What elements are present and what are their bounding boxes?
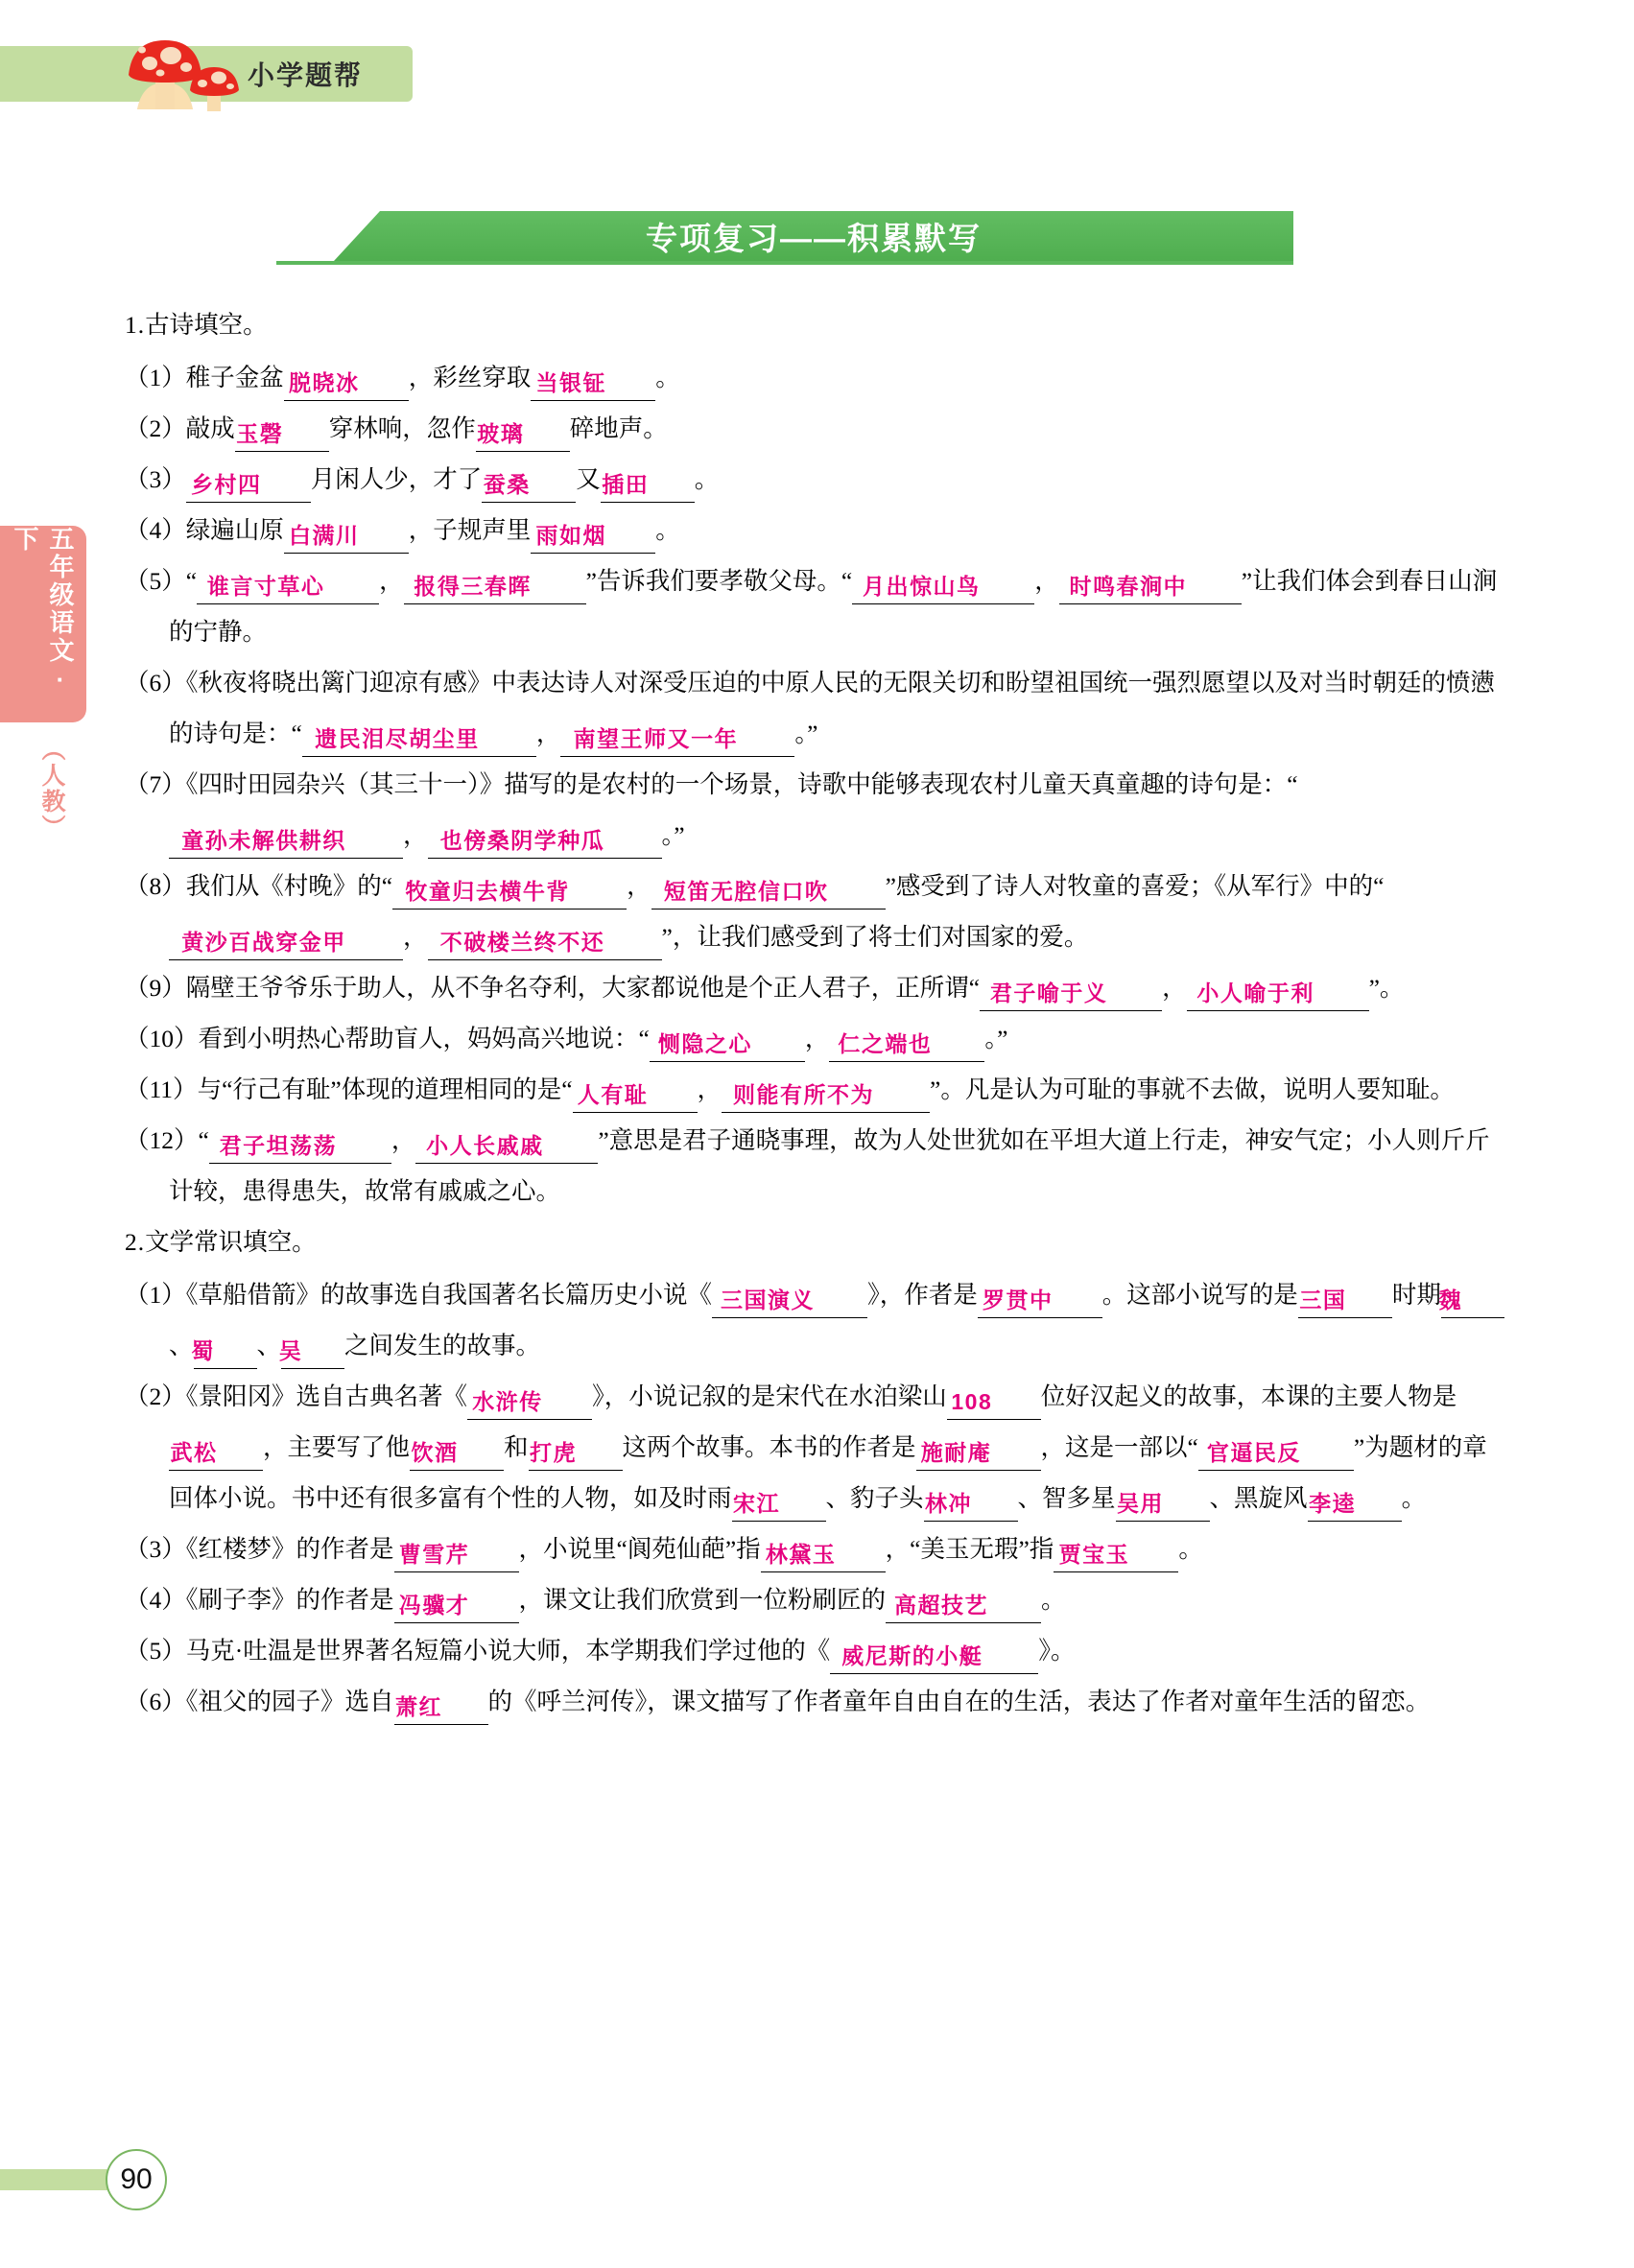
- question-label: （5）: [125, 567, 186, 595]
- answer-blank[interactable]: 三国演义: [712, 1283, 867, 1318]
- question-text: ，: [535, 720, 561, 747]
- question-text: 看到小明热心帮助盲人，妈妈高兴地说：“: [198, 1025, 650, 1052]
- question-text: 、黑旋风: [1209, 1484, 1308, 1512]
- question-label: （9）: [125, 974, 186, 1002]
- answer-blank[interactable]: 玻璃: [476, 416, 570, 452]
- answer-blank[interactable]: 恻隐之心: [650, 1027, 805, 1062]
- question-text: 的《呼兰河传》，课文描写了作者童年自由自在的生活，表达了作者对童年生活的留恋。: [487, 1688, 1431, 1715]
- question-item: [125, 1574, 1506, 1625]
- question-text: ，小说里“阆苑仙葩”指: [518, 1535, 761, 1563]
- question-text: ，这是一部以“: [1040, 1433, 1198, 1461]
- answer-blank[interactable]: 打虎: [529, 1435, 623, 1471]
- question-text: “: [198, 1126, 209, 1154]
- question-item: [125, 1371, 1506, 1524]
- answer-blank[interactable]: 三国: [1298, 1283, 1392, 1318]
- question-text: 《秋夜将晓出篱门迎凉有感》中表达诗人对深受压迫的中原人民的无限关切和盼望祖国统一强烈愿望以及对当时朝廷的愤懑的诗句是：“: [169, 669, 1496, 747]
- question-label: （3）: [125, 465, 186, 493]
- question-text: 绿遍山原: [185, 516, 284, 544]
- question-text: ，: [403, 923, 428, 951]
- question-label: （3）: [125, 1535, 186, 1563]
- question-text: 。: [1401, 1484, 1427, 1512]
- answer-blank[interactable]: 南望王师又一年: [560, 721, 794, 757]
- question-text: ，: [379, 567, 404, 595]
- answer-blank[interactable]: 玉磬: [235, 416, 329, 452]
- question-text: “: [185, 567, 198, 595]
- question-text: 。: [1041, 1586, 1066, 1614]
- question-label: （10）: [125, 1025, 199, 1052]
- question-text: 。”: [661, 821, 685, 849]
- question-text: 又: [576, 465, 601, 493]
- answer-blank[interactable]: 李逵: [1308, 1486, 1402, 1522]
- question-text: ，主要写了他: [263, 1433, 411, 1461]
- question-text: 穿林响，忽作: [328, 414, 476, 442]
- answer-blank[interactable]: 时鸣春涧中: [1059, 569, 1242, 604]
- question-text: 《四时田园杂兴（其三十一）》描写的是农村的一个场景，诗歌中能够表现农村儿童天真童趣的诗句是：“: [185, 770, 1298, 798]
- question-text: ”让我们体会到春日山涧的宁静。: [169, 567, 1498, 646]
- question-text: ”感受到了诗人对牧童的喜爱；《从军行》中的“: [885, 872, 1385, 900]
- question-text: ，彩丝穿取: [408, 364, 532, 391]
- question-label: （5）: [125, 1637, 186, 1665]
- question-label: （7）: [125, 770, 186, 798]
- question-label: （2）: [125, 1382, 186, 1410]
- answer-blank[interactable]: 吴用: [1116, 1486, 1210, 1522]
- answer-blank[interactable]: 谁言寸草心: [197, 569, 379, 604]
- question-text: 、: [256, 1332, 282, 1359]
- answer-blank[interactable]: 施耐庵: [916, 1435, 1041, 1471]
- question-text: 。”: [794, 720, 818, 747]
- question-item: [125, 454, 1506, 505]
- question-label: （6）: [125, 669, 186, 697]
- question-text: 《草船借箭》的故事选自我国著名长篇历史小说《: [185, 1281, 713, 1309]
- answer-blank[interactable]: 吴: [281, 1334, 344, 1369]
- question-text: 隔壁王爷爷乐于助人，从不争名夺利，大家都说他是个正人君子，正所谓“: [185, 974, 981, 1002]
- answer-blank[interactable]: 蜀: [194, 1334, 257, 1369]
- answer-blank[interactable]: 高超技艺: [886, 1588, 1041, 1623]
- page-number: 90: [106, 2149, 167, 2210]
- question-item: [125, 759, 1506, 861]
- question-item: [125, 352, 1506, 403]
- question-text: 马克·吐温是世界著名短篇小说大师，本学期我们学过他的《: [185, 1637, 831, 1665]
- side-tab-label: 五年级语文·下: [11, 526, 75, 697]
- question-text: 》，小说记叙的是宋代在水泊梁山: [592, 1382, 947, 1410]
- question-text: 与“行己有耻”体现的道理相同的是“: [197, 1075, 573, 1103]
- question-text: 《祖父的园子》选自: [185, 1688, 394, 1715]
- question-item: [125, 657, 1506, 759]
- question-label: （2）: [125, 414, 186, 442]
- question-item: [125, 861, 1506, 962]
- question-text: ，: [697, 1075, 722, 1103]
- answer-blank[interactable]: 108: [947, 1384, 1041, 1420]
- side-tab-publisher: （人教）: [38, 737, 65, 840]
- answer-blank[interactable]: 林黛玉: [761, 1537, 886, 1572]
- question-text: 》，作者是: [867, 1281, 978, 1309]
- question-text: 稚子金盆: [185, 364, 284, 391]
- question-text: 我们从《村晚》的“: [185, 872, 393, 900]
- answer-blank[interactable]: 君子喻于义: [980, 976, 1162, 1011]
- question-text: 、智多星: [1017, 1484, 1116, 1512]
- answer-blank[interactable]: 小人喻于利: [1187, 976, 1369, 1011]
- question-item: [125, 1625, 1506, 1676]
- answer-blank[interactable]: 遗民泪尽胡尘里: [302, 721, 536, 757]
- answer-blank[interactable]: 宋江: [732, 1486, 826, 1522]
- banner-underline: [276, 261, 1293, 265]
- question-text: 时期: [1391, 1281, 1441, 1309]
- question-label: （11）: [125, 1075, 198, 1103]
- section-heading: [125, 299, 1506, 350]
- question-label: （12）: [125, 1126, 199, 1154]
- answer-blank[interactable]: 乡村四: [186, 467, 311, 503]
- answer-blank[interactable]: 官逼民反: [1198, 1435, 1354, 1471]
- answer-blank[interactable]: 白满川: [284, 518, 409, 554]
- answer-blank[interactable]: 报得三春晖: [404, 569, 586, 604]
- answer-blank[interactable]: 短笛无腔信口吹: [651, 874, 886, 910]
- question-text: ”。凡是认为可耻的事就不去做，说明人要知耻。: [930, 1075, 1455, 1103]
- answer-blank[interactable]: 月出惊山鸟: [852, 569, 1034, 604]
- question-item: [125, 1269, 1506, 1371]
- question-text: 碎地声。: [569, 414, 668, 442]
- question-label: （6）: [125, 1688, 186, 1715]
- question-item: [125, 505, 1506, 555]
- section-banner: [276, 211, 1293, 269]
- section-number: 1.: [125, 311, 146, 339]
- question-item: [125, 962, 1506, 1013]
- answer-blank[interactable]: 冯骥才: [394, 1588, 519, 1623]
- question-text: 。: [655, 364, 680, 391]
- answer-blank[interactable]: 蚕桑: [482, 467, 576, 503]
- question-text: ，: [403, 821, 428, 849]
- question-text: ，“美玉无瑕”指: [885, 1535, 1054, 1563]
- question-text: ”告诉我们要孝敬父母。“: [585, 567, 853, 595]
- answer-blank[interactable]: 水浒传: [467, 1384, 592, 1420]
- answer-blank[interactable]: 也傍桑阴学种瓜: [428, 823, 662, 859]
- answer-blank[interactable]: 贾宝玉: [1054, 1537, 1178, 1572]
- answer-blank[interactable]: 则能有所不为: [722, 1077, 930, 1113]
- question-text: ”，让我们感受到了将士们对国家的爱。: [661, 923, 1089, 951]
- question-label: （4）: [125, 516, 186, 544]
- question-text: 《刷子李》的作者是: [185, 1586, 394, 1614]
- question-item: [125, 403, 1506, 454]
- question-label: （8）: [125, 872, 186, 900]
- answer-blank[interactable]: 插田: [601, 467, 695, 503]
- section-title: 古诗填空。: [145, 311, 268, 339]
- question-text: ，: [1034, 567, 1059, 595]
- question-item: [125, 1115, 1506, 1217]
- answer-blank[interactable]: 武松: [169, 1435, 263, 1471]
- question-text: 《红楼梦》的作者是: [185, 1535, 394, 1563]
- question-text: 。: [655, 516, 680, 544]
- question-text: ，课文让我们欣赏到一位粉刷匠的: [518, 1586, 887, 1614]
- question-text: 。: [1178, 1535, 1203, 1563]
- question-text: ，: [627, 872, 651, 900]
- answer-blank[interactable]: 魏: [1441, 1283, 1504, 1318]
- answer-blank[interactable]: 饮酒: [410, 1435, 504, 1471]
- answer-blank[interactable]: 萧红: [394, 1689, 488, 1725]
- answer-blank[interactable]: 威尼斯的小艇: [830, 1639, 1038, 1674]
- answer-blank[interactable]: 君子坦荡荡: [209, 1128, 391, 1164]
- question-label: （4）: [125, 1586, 186, 1614]
- question-text: 位好汉起义的故事，本课的主要人物是: [1040, 1382, 1457, 1410]
- answer-blank[interactable]: 雨如烟: [531, 518, 655, 554]
- question-text: ，: [391, 1126, 416, 1154]
- answer-blank[interactable]: 小人长戚戚: [415, 1128, 598, 1164]
- question-text: ，: [804, 1025, 830, 1052]
- worksheet-content: [125, 299, 1506, 1727]
- question-text: ，: [1162, 974, 1187, 1002]
- question-text: 。: [694, 465, 720, 493]
- mushroom-small-icon: [188, 65, 241, 111]
- question-text: 敲成: [185, 414, 235, 442]
- answer-blank[interactable]: 当银钲: [531, 366, 655, 401]
- question-text: 之间发生的故事。: [344, 1332, 541, 1359]
- answer-blank[interactable]: 黄沙百战穿金甲: [169, 925, 403, 960]
- answer-blank[interactable]: 林冲: [924, 1486, 1018, 1522]
- brand-title: 小学题帮: [248, 60, 364, 90]
- question-item: [125, 555, 1506, 657]
- question-label: （1）: [125, 1281, 186, 1309]
- question-text: 和: [504, 1433, 529, 1461]
- answer-blank[interactable]: 仁之端也: [829, 1027, 984, 1062]
- question-text: ”。: [1368, 974, 1405, 1002]
- question-text: 。”: [984, 1025, 1008, 1052]
- question-text: 、豹子头: [825, 1484, 924, 1512]
- question-text: 月闲人少，才了: [310, 465, 483, 493]
- answer-blank[interactable]: 脱晓冰: [284, 366, 409, 401]
- question-text: 》。: [1038, 1637, 1076, 1665]
- question-item: [125, 1524, 1506, 1574]
- question-text: ”为题材的章回体小说。书中还有很多富有个性的人物，如及时雨: [169, 1433, 1487, 1512]
- answer-blank[interactable]: 曹雪芹: [394, 1537, 519, 1572]
- side-tab: [0, 526, 86, 722]
- question-item: [125, 1064, 1506, 1115]
- answer-blank[interactable]: 罗贯中: [978, 1283, 1102, 1318]
- question-text: 。这部小说写的是: [1101, 1281, 1298, 1309]
- question-text: 这两个故事。本书的作者是: [622, 1433, 916, 1461]
- question-text: 、: [169, 1332, 194, 1359]
- answer-blank[interactable]: 牧童归去横牛背: [392, 874, 627, 910]
- answer-blank[interactable]: 人有耻: [573, 1077, 698, 1113]
- answer-blank[interactable]: 不破楼兰终不还: [428, 925, 662, 960]
- section-number: 2.: [125, 1228, 146, 1256]
- banner-title: 专项复习——积累默写: [646, 220, 982, 256]
- answer-blank[interactable]: 童孙未解供耕织: [169, 823, 403, 859]
- question-label: （1）: [125, 364, 186, 391]
- question-text: ”意思是君子通晓事理，故为人处世犹如在平坦大道上行走，神安气定；小人则斤斤计较，患得患失，故常有戚戚之心。: [169, 1126, 1490, 1205]
- question-text: ，子规声里: [408, 516, 532, 544]
- question-item: [125, 1013, 1506, 1064]
- question-text: 《景阳冈》选自古典名著《: [185, 1382, 468, 1410]
- question-item: [125, 1676, 1506, 1727]
- section-heading: [125, 1217, 1506, 1267]
- section-title: 文学常识填空。: [145, 1228, 317, 1256]
